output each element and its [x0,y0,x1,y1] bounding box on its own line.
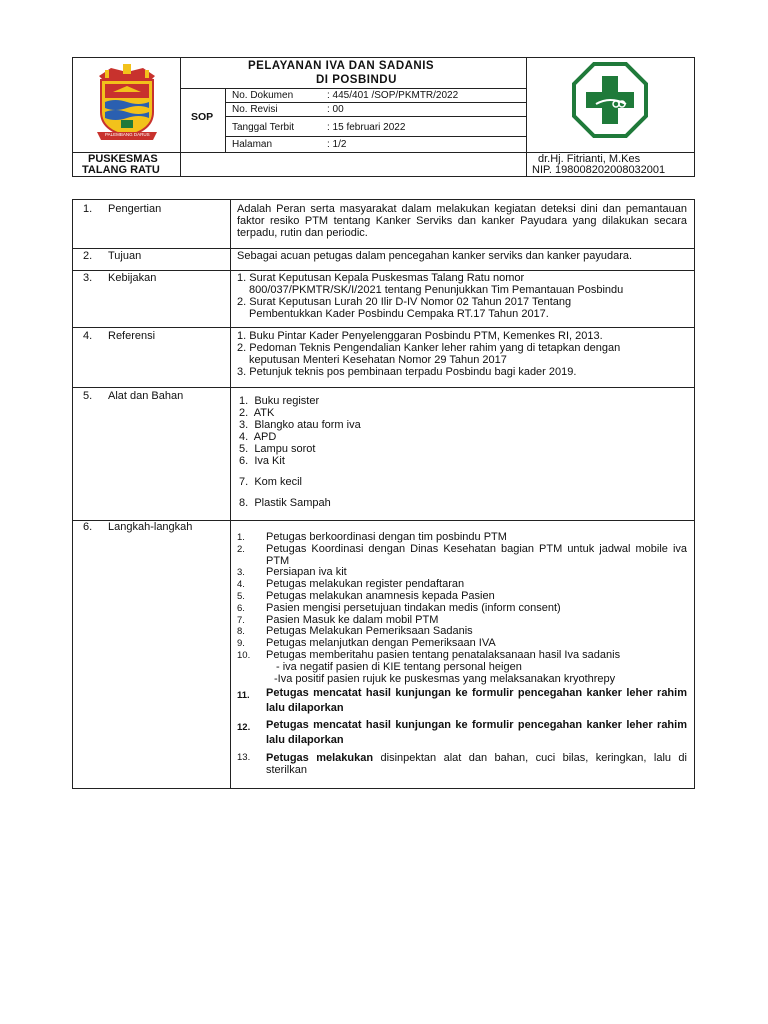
list-item: 3. Persiapan iva kit [237,566,347,579]
section-number: 3. [83,272,93,284]
list-item: 4. Petugas melakukan register pendaftaran [237,578,465,591]
logo-caption: PALEMBANG DARUS [105,132,150,137]
list-item: 8. Petugas Melakukan Pemeriksaan Sadanis [237,625,473,638]
kebijakan-list [237,272,692,320]
field-value-no-revisi: : 00 [327,104,344,115]
list-item: 6. Iva Kit [239,455,285,467]
list-item-continued: keputusan Menteri Kesehatan Nomor 29 Tahun 2017 [249,354,507,366]
section-number: 6. [83,521,93,533]
list-item: 7. Pasien Masuk ke dalam mobil PTM [237,613,439,626]
list-item: 1. Surat Keputusan Kepala Puskesmas Talang Ratu nomor [237,272,525,284]
list-item: 8. Plastik Sampah [239,497,331,509]
alat-bahan-list [239,395,539,509]
org-name-line2: TALANG RATU [82,164,160,176]
list-item: 9. Petugas melanjutkan dengan Pemeriksaan IVA [237,637,496,650]
list-item: 4. APD [239,431,277,443]
sop-label: SOP [191,111,214,123]
list-item: 3. Blangko atau form iva [239,419,361,431]
field-label-halaman: Halaman [232,139,273,150]
list-item-continued: 800/037/PKMTR/SK/I/2021 tentang Penunjukkan Tim Pemantauan Posbindu [249,284,624,296]
list-subitem: - iva negatif pasien di KIE tentang personal heigen [276,660,522,673]
org-name-line1: PUSKESMAS [88,153,158,165]
list-item: 5. Lampu sorot [239,443,316,455]
langkah-list [237,532,687,776]
list-item: 13. Petugas melakukan disinpektan alat dan bahan, cuci bilas, keringkan, lalu di sterilkan [237,752,687,777]
list-item: 2. Pedoman Teknis Pengendalian Kanker leher rahim yang di tetapkan dengan [237,342,621,354]
section-label-pengertian: Pengertian [108,203,162,215]
section-number: 4. [83,330,93,342]
section-label-kebijakan: Kebijakan [108,272,157,284]
list-item: 2. Surat Keputusan Lurah 20 Ilir D-IV Nomor 02 Tahun 2017 Tentang [237,296,572,308]
city-emblem-logo [91,62,163,146]
section-number: 1. [83,203,93,215]
document-title-line2: DI POSBINDU [316,74,397,86]
field-value-tanggal-terbit: : 15 februari 2022 [327,122,406,133]
field-label-tanggal-terbit: Tanggal Terbit [232,122,295,133]
list-item: 10. Petugas memberitahu pasien tentang penatalaksanaan hasil Iva sadanis - iva negatif pasien di KIE tentang personal heigen -Iva positif pasien rujuk ke puskesmas yang melaksanakan kryothrepy [237,650,687,685]
document-title-line1: PELAYANAN IVA DAN SADANIS [248,60,435,72]
sop-content-table [72,199,695,789]
puskesmas-cross-logo [570,60,650,140]
section-label-alat-dan-bahan: Alat dan Bahan [108,390,184,402]
document-header [72,57,695,177]
list-item: 12. Petugas mencatat hasil kunjungan ke formulir pencegahan kanker leher rahim lalu dilaporkan [237,719,687,747]
list-item: 1. Buku register [239,395,320,407]
list-subitem: -Iva positif pasien rujuk ke puskesmas yang melaksanakan kryothrepy [274,672,616,685]
section-number: 5. [83,390,93,402]
pengertian-text: Adalah Peran serta masyarakat dalam melakukan kegiatan deteksi dini dan pemantauan faktor resiko PTM tentang Kanker Serviks dan kanker Payudara yang dilakukan secara terpadu, rutin dan periodic. [237,203,687,239]
list-item: 2. ATK [239,407,275,419]
list-item: 2. Petugas Koordinasi dengan Dinas Kesehatan bagian PTM untuk jadwal mobile iva PTM [237,542,687,567]
list-item: 1. Buku Pintar Kader Penyelenggaran Posbindu PTM, Kemenkes RI, 2013. [237,330,603,342]
list-item: 1. Petugas berkoordinasi dengan tim posbindu PTM [237,531,507,543]
field-label-no-revisi: No. Revisi [232,104,278,115]
list-item: 11. Petugas mencatat hasil kunjungan ke formulir pencegahan kanker leher rahim lalu dilaporkan [237,687,687,715]
field-value-halaman: : 1/2 [327,139,347,150]
tujuan-text: Sebagai acuan petugas dalam pencegahan kanker serviks dan kanker payudara. [237,250,633,262]
list-item-continued: Pembentukkan Kader Posbindu Cempaka RT.17 Tahun 2017. [249,308,549,320]
section-label-langkah-langkah: Langkah-langkah [108,521,193,533]
referensi-list [237,330,692,378]
section-label-referensi: Referensi [108,330,156,342]
field-value-no-dokumen: : 445/401 /SOP/PKMTR/2022 [327,90,459,101]
section-label-tujuan: Tujuan [108,250,142,262]
list-item: 6. Pasien mengisi persetujuan tindakan medis (inform consent) [237,601,561,614]
section-number: 2. [83,250,93,262]
signer-name: dr.Hj. Fitrianti, M.Kes [538,153,641,165]
list-item: 5. Petugas melakukan anamnesis kepada Pasien [237,589,495,602]
list-item: 3. Petunjuk teknis pos pembinaan terpadu Posbindu bagi kader 2019. [237,366,577,378]
field-label-no-dokumen: No. Dokumen [232,90,294,101]
signer-nip: NIP. 198008202008032001 [532,164,666,176]
list-item: 7. Kom kecil [239,476,302,488]
